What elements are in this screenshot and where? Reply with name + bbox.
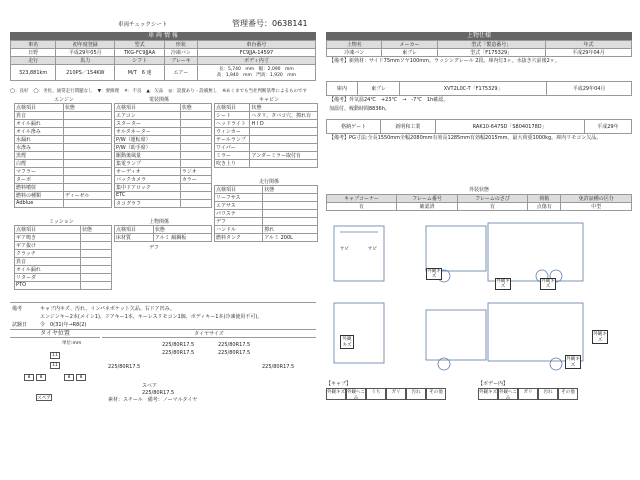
check-row: オーディオ ラジオ (115, 168, 212, 176)
mark-1: 外観キズ (427, 269, 441, 279)
status-cell (180, 112, 211, 120)
status-cell: ヘタリ、タバコ穴、擦れ有 (250, 112, 318, 120)
check-row: エアコン (115, 112, 212, 120)
check-row: オイル漏れ (15, 266, 112, 274)
check-row: PTO (15, 282, 112, 290)
vehicle-info: 車 両 情 報 車名 初年度登録 型式 形状 車台番号 日野 平成29年05月 TKG-FC9JJAA 冷凍バン FC9JJA-14597 走行 馬力 シフト ブレーキ ボディ内寸 323,881km 210PS／154KW M/T 6 速 エアー 長：5,740 mm 幅：2,090 mm 高：1,940 mm 門高：1,920 mm (10, 32, 316, 81)
mark-2: 外観キズ (496, 279, 510, 289)
mark-4: 外観キズ (340, 335, 354, 349)
check-row: P/W（運転席） (115, 136, 212, 144)
check-row: ワイパー (215, 144, 318, 152)
check-row: 白煙 (15, 160, 112, 168)
status-cell (63, 176, 111, 184)
status-cell (263, 218, 318, 226)
tire-map: タイヤ位置 単位:mm 11 11 8 8 8 8 スペア (10, 330, 100, 398)
running-section: 走行関係 点検項目 状態 リーフサス エアサス パワステ デフ ハンドル 擦れ 燃料タンク アルミ 200L (214, 178, 318, 242)
body-legend: 外観キズ 外観へこみ ガリ 汚れ その他 (478, 388, 578, 400)
check-row: ギア抜け (15, 242, 112, 250)
mark-3: 外観キズ (541, 279, 555, 289)
check-row: ヘッドライト H I D (215, 120, 318, 128)
status-cell (263, 194, 318, 202)
status-cell (81, 274, 112, 282)
check-row: 駆動後風量 (115, 152, 212, 160)
mgmt-number: 管理番号：0638141 (232, 19, 308, 28)
status-cell (63, 112, 111, 120)
mark-5: 外観キズ (566, 357, 580, 368)
status-cell (81, 234, 112, 242)
check-row: 燃料の種類 ディーゼル (15, 192, 112, 200)
status-cell (63, 128, 111, 136)
check-row: ミラー アンダーミラー取付有 (215, 152, 318, 160)
mission-section: ミッション 点検項目 状態 ギア鳴き ギア抜け クラッチ 異音 オイル漏れ リターダ PTO (14, 218, 112, 290)
rust-mark-2: サビ (368, 247, 377, 252)
status-cell (250, 160, 318, 168)
status-cell (63, 136, 111, 144)
engine-section: エンジン 点検項目 状態 異音 オイル漏れ オイル滲み 水漏れ 水滲み 黒煙 白煙 マフラー ターボ 燃料噴射 燃料の種類 ディーゼル Adblue (14, 96, 112, 208)
status-cell: H I D (250, 120, 318, 128)
doc-title: 車両チェックシート (118, 22, 168, 28)
check-row: テールランプ (215, 136, 318, 144)
truck-diagram (326, 218, 632, 378)
check-row: 集電ランプ (115, 160, 212, 168)
mark-6: 外観キズ (593, 332, 607, 343)
status-cell (263, 202, 318, 210)
check-row: 吹き上り (215, 160, 318, 168)
check-row: パワステ (215, 210, 318, 218)
status-cell (180, 136, 211, 144)
status-cell (63, 160, 111, 168)
check-row: 床材質 アルミ 縞鋼板 (115, 234, 212, 242)
status-cell (250, 136, 318, 144)
status-cell (180, 128, 211, 136)
status-cell (180, 144, 211, 152)
cab-legend-title: 【キャブ】 (326, 381, 352, 387)
status-cell (63, 200, 111, 208)
status-cell: ラジオ (180, 168, 211, 176)
status-cell: アンダーミラー取付有 (250, 152, 318, 160)
status-cell (180, 192, 211, 200)
check-row: リターダ (15, 274, 112, 282)
status-cell (63, 144, 111, 152)
status-cell (180, 199, 211, 207)
check-row: ETC (115, 192, 212, 200)
check-row: ウィンカー (215, 128, 318, 136)
upper-section: 上物関係 点検項目 状態 床材質 アルミ 縞鋼板 デフ (114, 218, 212, 251)
check-row: オルタネーター (115, 128, 212, 136)
status-cell (63, 184, 111, 192)
exterior-state: 外装状態 キャブコーナー フレーム番号 フレームのさび 荷箱 免許証種の区分 有 確認済 有 点傷有 中型 (326, 186, 632, 211)
check-row: スターター (115, 120, 212, 128)
status-cell (81, 282, 112, 290)
check-row: 黒煙 (15, 152, 112, 160)
body-legend-title: 【ボデー内】 (478, 381, 509, 387)
check-row: 集中ドアロック (115, 184, 212, 192)
status-cell: ディーゼル (63, 192, 111, 200)
check-row: バックカメラ カラー (115, 176, 212, 184)
check-row: エアサス (215, 202, 318, 210)
check-row: 水滲み (15, 144, 112, 152)
status-cell (81, 242, 112, 250)
check-row: P/W（助手席） (115, 144, 212, 152)
status-cell (81, 250, 112, 258)
check-row: リーフサス (215, 194, 318, 202)
remarks: 備考 キャブ内キズ、汚れ、インパネポケット欠品、右ドア凹み。 エンジンキー2本(メイン1)、ドアキー1本、キーレスリモコン1個、ボディキー1本(冷凍使用不可)。 試験日 令 0(31)年→R8(2) (10, 302, 316, 330)
check-row: 異音 (15, 258, 112, 266)
status-cell (250, 144, 318, 152)
tire-sizes: タイヤサイズ 225/80R17.5 225/80R17.5 225/80R17.5 225/80R17.5 225/80R17.5 225/80R17.5 スペア 225/80R17.5 素材：スチール 備考：ノーマルタイヤ (102, 330, 316, 402)
status-cell: カラー (180, 176, 211, 184)
electrical-section: 電装関係 点検項目 状態 エアコン スターター オルタネーター P/W（運転席） P/W（助手席） 駆動後風量 集電ランプ オーディオ ラジオ バックカメラ カラー 集中ドアロック ETC タコグラフ (114, 96, 212, 208)
rust-mark-1: サビ (340, 247, 349, 252)
check-row: 燃料噴射 (15, 184, 112, 192)
check-row: 水漏れ (15, 136, 112, 144)
status-cell (63, 168, 111, 176)
check-row: シート ヘタリ、タバコ穴、擦れ有 (215, 112, 318, 120)
check-row: Adblue (15, 200, 112, 208)
check-row: ターボ (15, 176, 112, 184)
check-row: デフ (215, 218, 318, 226)
status-cell (81, 258, 112, 266)
check-row: ハンドル 擦れ (215, 226, 318, 234)
status-cell (180, 152, 211, 160)
check-row: ギア鳴き (15, 234, 112, 242)
upper-spec: 上物仕様 上物名 メーカー 型式「製造番号」 年式 冷凍バン 東プレ 型式「F175329」 平成29年04月 【備考】新熟材：サイド75mmソヤ100mm。ラッシングレール 2段。庫内灯3ヶ。水抜き穴前後2ヶ。 庫内 東プレ XVT2L0C-T「F175329」 平成29年04月 【備考】外気温24℃ +23℃ → -7℃ 1h確認。 加温付、稼動時間8836h。 格納ゲート 新明和工業 RAK10-647SD「S8040178D」 平成29年 【備考】PG寸法:全長1550mm全幅2080mm有効長1285mm有効幅2015mm。最大荷重1000kg。庫内リモコン欠品。 (326, 32, 632, 156)
status-cell (180, 160, 211, 168)
check-row: オイル漏れ (15, 120, 112, 128)
vehicle-header: 車 両 情 報 (10, 32, 316, 40)
status-cell: アルミ 200L (263, 234, 318, 242)
status-cell: 擦れ (263, 226, 318, 234)
status-cell: アルミ 縞鋼板 (153, 234, 211, 242)
cabin-section: キャビン 点検項目 状態 シート ヘタリ、タバコ穴、擦れ有 ヘッドライト H I D ウィンカー テールランプ ワイパー ミラー アンダーミラー取付有 吹き上り (214, 96, 318, 168)
status-cell (180, 184, 211, 192)
check-row: クラッチ (15, 250, 112, 258)
status-cell (63, 152, 111, 160)
cab-legend: 外観キズ 外観へこみ うち ガリ 汚れ その他 (326, 388, 446, 400)
status-cell (180, 120, 211, 128)
check-row: 燃料タンク アルミ 200L (215, 234, 318, 242)
status-cell (263, 210, 318, 218)
check-row: オイル滲み (15, 128, 112, 136)
legend: ◯：良好 ◯：劣化、通常走行問題なし ▼：要修理 ✕：不良 ▲：欠品 ◎：設置あり・設備無し ※あくまでも当社判断基準によるものです (10, 89, 308, 94)
status-cell (63, 120, 111, 128)
status-cell (250, 128, 318, 136)
status-cell (81, 266, 112, 274)
check-row: 異音 (15, 112, 112, 120)
check-row: マフラー (15, 168, 112, 176)
check-row: タコグラフ (115, 199, 212, 207)
